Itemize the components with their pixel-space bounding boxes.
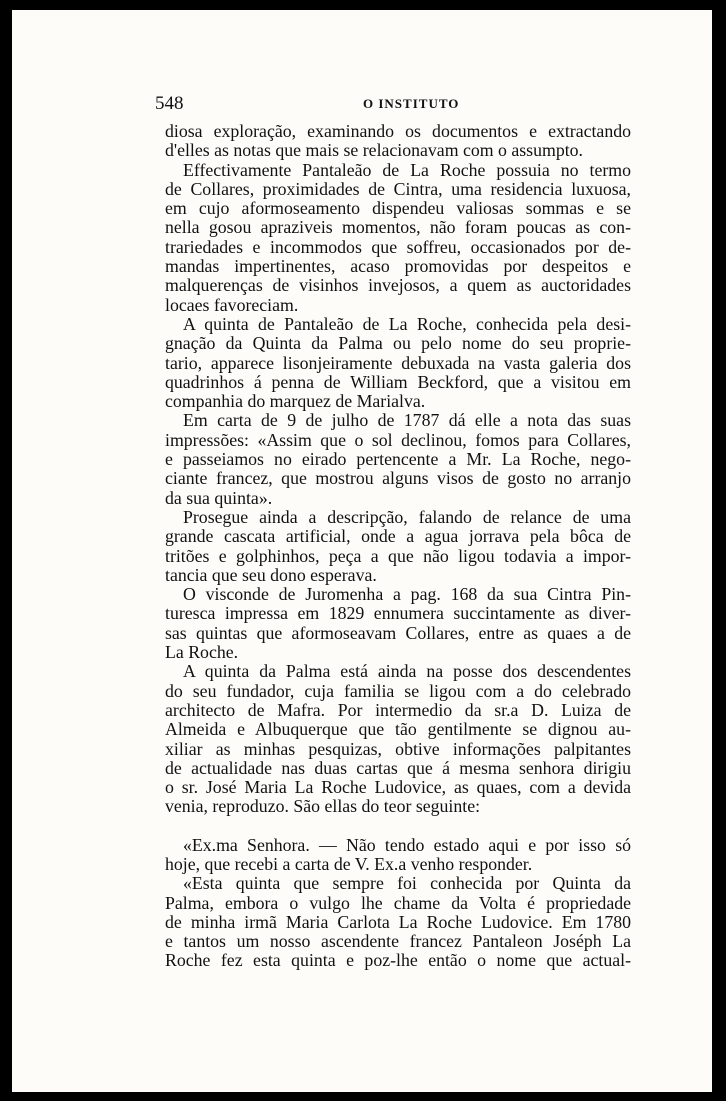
text-line: A quinta da Palma está ainda na posse dos descendentes — [183, 661, 631, 682]
text-line: Almeida e Albuquerque que tão gentilmente se dignou au- — [165, 719, 631, 740]
text-line: tancia que seu dono esperava. — [165, 564, 377, 585]
text-line: tritões e golphinhos, peça a que não ligou todavia a impor- — [165, 545, 631, 566]
paragraph-gap — [165, 817, 631, 836]
page-number: 548 — [155, 93, 184, 114]
text-line: e passeiamos no eirado pertencente a Mr. La Roche, nego- — [165, 449, 631, 470]
text-line: O visconde de Juromenha a pag. 168 da sua Cintra Pin- — [183, 584, 631, 605]
text-line: companhia do marquez de Marialva. — [165, 391, 426, 412]
text-line: de actualidade nas duas cartas que á mesma senhora dirigiu — [165, 757, 631, 778]
body-text — [165, 122, 631, 971]
text-line: d'elles as notas que mais se relacionavam com o assumpto. — [165, 140, 583, 161]
page-header — [155, 93, 545, 113]
text-line: e tantos um nosso ascendente francez Pantaleon Joséph La — [165, 931, 631, 952]
text-line: tario, apparece lisonjeiramente debuxada na vasta galeria dos — [165, 352, 631, 373]
text-line: do seu fundador, cuja familia se ligou com a do celebrado — [165, 680, 631, 701]
text-line: locaes favoreciam. — [165, 294, 299, 315]
text-line: Prosegue ainda a descripção, falando de relance de uma — [183, 506, 631, 527]
text-line: nella gosou apraziveis momentos, não foram poucas as con- — [165, 217, 631, 238]
text-line: trariedades e incommodos que soffreu, occasionados por de- — [165, 236, 631, 257]
text-line: hoje, que recebi a carta de V. Ex.a venho responder. — [165, 853, 533, 874]
text-line: architecto de Mafra. Por intermedio da sr.a D. Luiza de — [165, 699, 631, 720]
text-line: em cujo aformoseamento dispendeu valiosas sommas e se — [165, 198, 631, 219]
text-line: La Roche. — [165, 642, 239, 663]
text-line: malquerenças de visinhos invejosos, a quem as auctoridades — [165, 275, 631, 296]
text-line: grande cascata artificial, onde a agua jorrava pela bôca de — [165, 526, 631, 547]
text-line: gnação da Quinta da Palma ou pelo nome do seu proprie- — [165, 333, 631, 354]
text-line: de minha irmã Maria Carlota La Roche Ludovice. Em 1780 — [165, 911, 631, 932]
text-line: xiliar as minhas pesquizas, obtive informações palpitantes — [165, 738, 631, 759]
text-line: da sua quinta». — [165, 487, 273, 508]
text-line: Em carta de 9 de julho de 1787 dá elle a nota das suas — [183, 410, 631, 431]
text-line: o sr. José Maria La Roche Ludovice, as quaes, com a devida — [165, 777, 631, 798]
text-line: A quinta de Pantaleão de La Roche, conhecida pela desi- — [183, 313, 631, 334]
text-line: Roche fez esta quinta e poz-lhe então o nome que actual- — [165, 950, 631, 971]
text-line: Palma, embora o vulgo lhe chame da Volta é propriedade — [165, 892, 631, 913]
text-line: impressões: «Assim que o sol declinou, fomos para Collares, — [165, 429, 631, 450]
text-line: diosa exploração, examinando os documentos e extractando — [165, 121, 631, 141]
text-line: mandas impertinentes, acaso promovidas por despeitos e — [165, 256, 631, 277]
text-line: venia, reproduzo. São ellas do teor seguinte: — [165, 796, 481, 817]
text-line: «Ex.ma Senhora. — Não tendo estado aqui e por isso só — [183, 834, 631, 855]
text-line: de Collares, proximidades de Cintra, uma residencia luxuosa, — [165, 178, 631, 199]
text-line: sas quintas que aformoseavam Collares, entre as quaes a de — [165, 622, 631, 643]
running-title: O INSTITUTO — [363, 96, 460, 111]
text-line: Effectivamente Pantaleão de La Roche possuia no termo — [183, 159, 631, 180]
text-line: turesca impressa em 1829 ennumera succintamente as diver- — [165, 603, 631, 624]
text-line: ciante francez, que mostrou alguns visos de gosto no arranjo — [165, 468, 631, 489]
text-line: «Esta quinta que sempre foi conhecida por Quinta da — [183, 873, 631, 894]
text-line: quadrinhos á penna de William Beckford, que a visitou em — [165, 371, 631, 392]
